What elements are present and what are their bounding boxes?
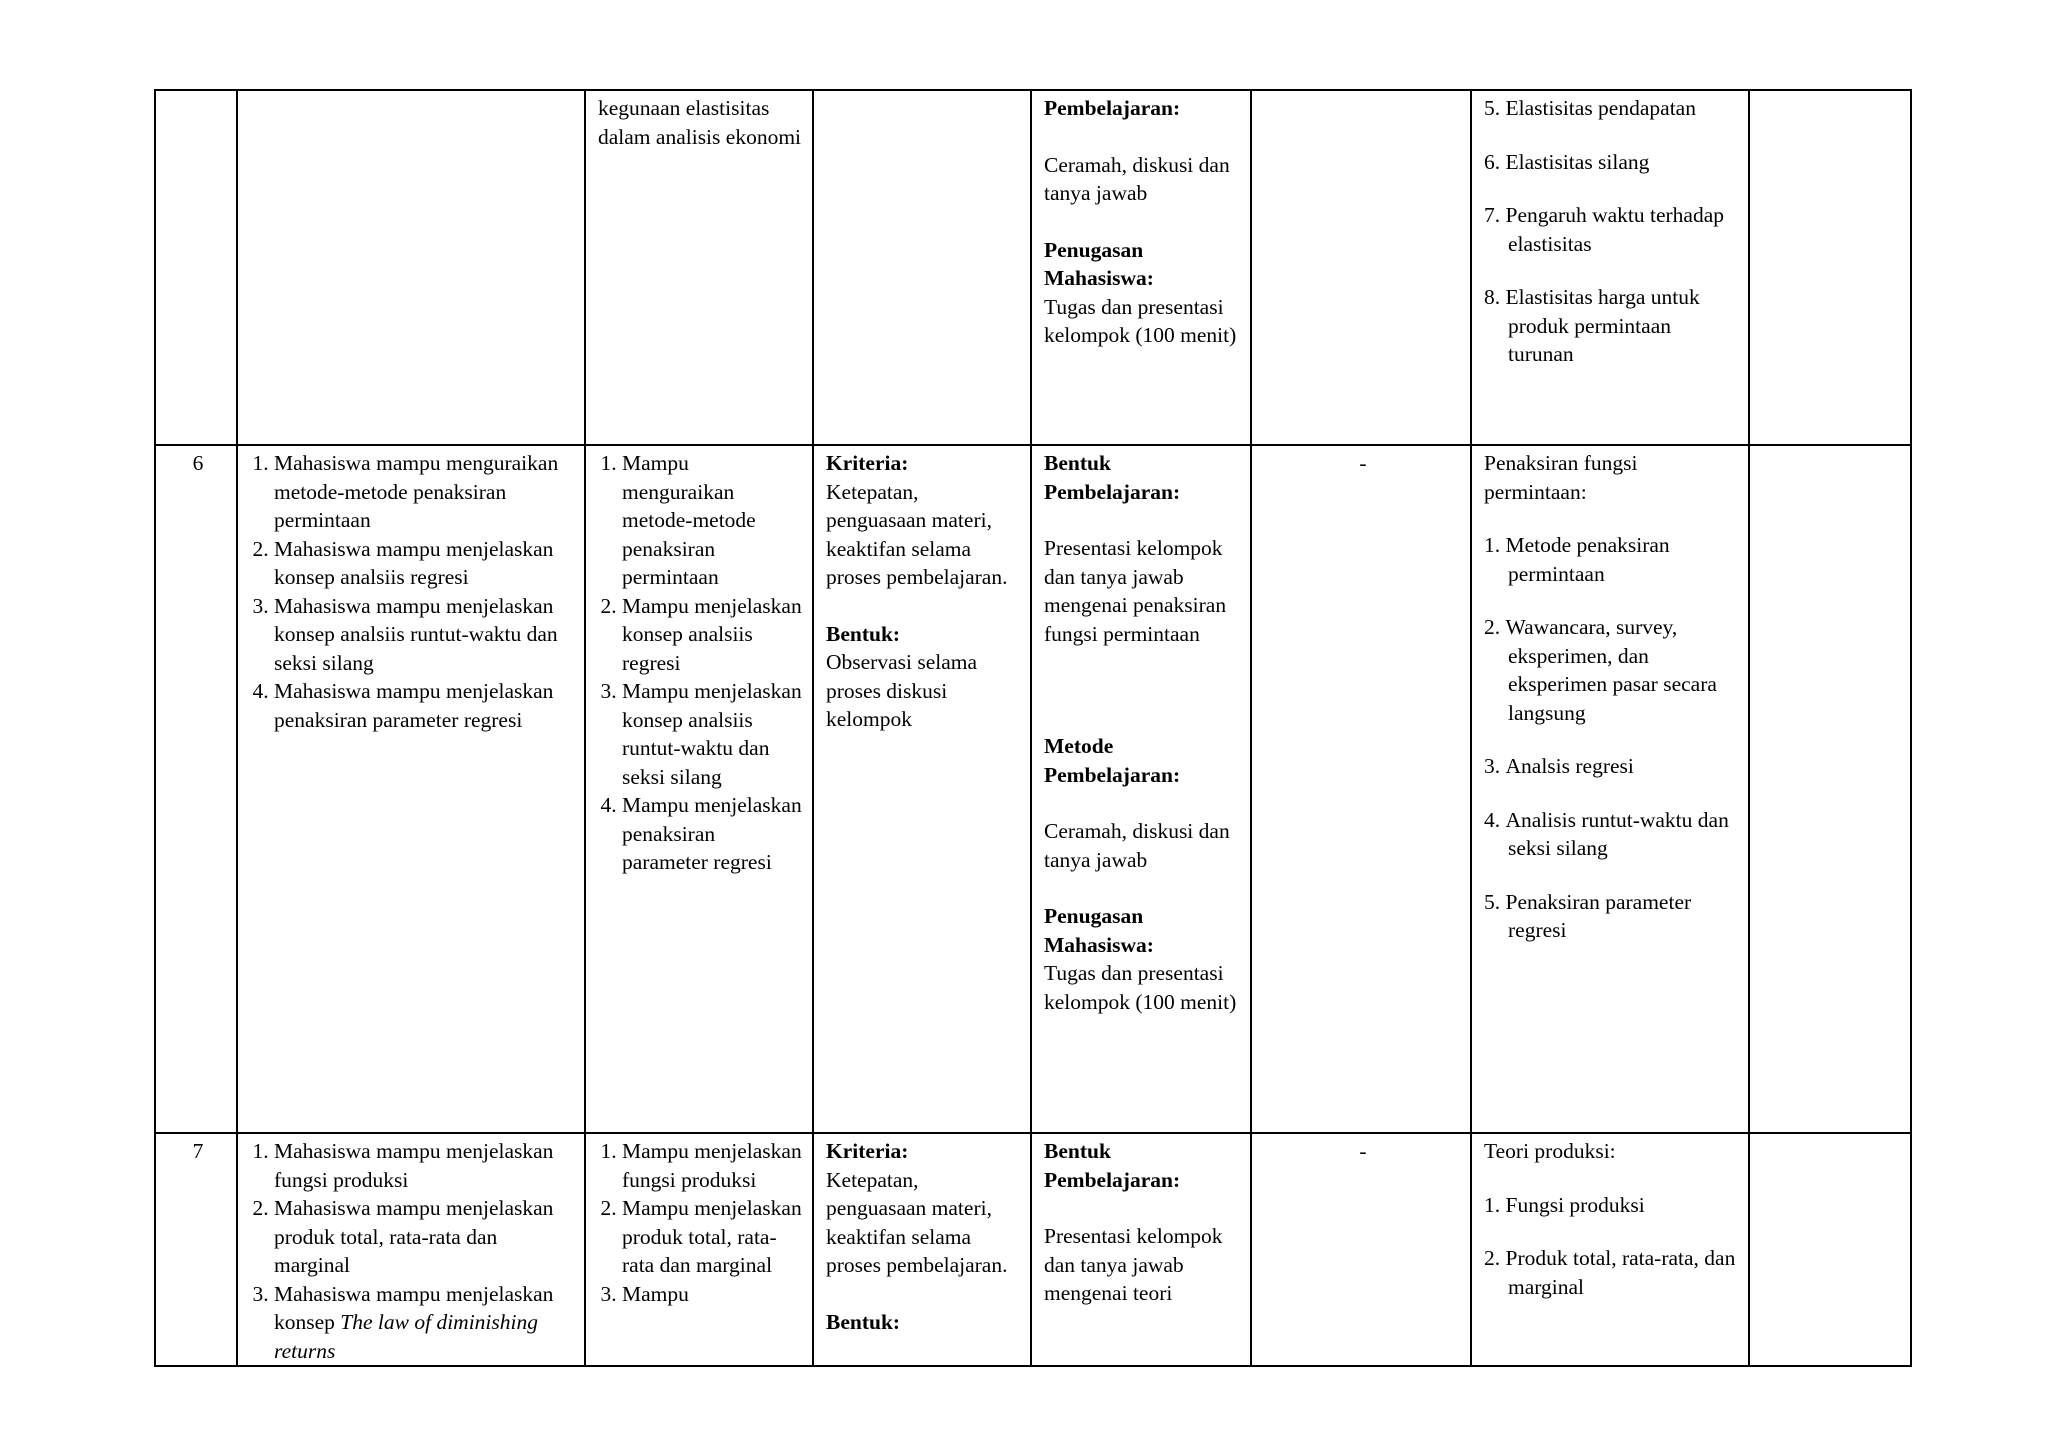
list-item: 8. Elastisitas harga untuk produk permintaan turunan: [1484, 285, 1700, 366]
kriteria-cell: [813, 445, 1031, 1133]
daring-cell: -: [1251, 445, 1471, 1133]
list-item: 6. Elastisitas silang: [1484, 149, 1650, 174]
bentuk-pembelajaran-label: Bentuk Pembelajaran:: [1044, 451, 1181, 504]
sub-cpmk-cell: [237, 90, 585, 445]
materi-cell: [1471, 90, 1749, 445]
table-row: [155, 90, 1911, 445]
metode-text: Ceramah, diskusi dan tanya jawab: [1044, 819, 1230, 872]
kriteria-label: Kriteria:: [826, 1139, 909, 1163]
metode-text: Ceramah, diskusi dan tanya jawab: [1044, 152, 1230, 205]
list-item: 2. Wawancara, survey, eksperimen, dan eksperimen pasar secara langsung: [1484, 615, 1717, 725]
list-item: 2. Mampu menjelaskan produk total, rata-rata dan marginal: [622, 1194, 804, 1280]
list-item: 7. Pengaruh waktu terhadap elastisitas: [1484, 203, 1725, 256]
daring-cell: [1251, 90, 1471, 445]
list-item: 3. Analsis regresi: [1484, 754, 1634, 778]
list-item: 3. Mampu: [622, 1280, 804, 1309]
list-item: 2. Produk total, rata-rata, dan marginal: [1484, 1246, 1736, 1299]
week-cell: 7: [155, 1133, 237, 1366]
list-item: 4. Mahasiswa mampu menjelaskan penaksiran parameter regresi: [274, 677, 576, 734]
list-item: 3. Mahasiswa mampu menjelaskan konsep The law of diminishing returns: [274, 1280, 576, 1366]
kriteria-cell: [813, 90, 1031, 445]
list-item: 2. Mampu menjelaskan konsep analsiis regresi: [622, 592, 804, 678]
materi-intro: Teori produksi:: [1484, 1139, 1616, 1163]
list-item: 1. Mahasiswa mampu menguraikan metode-metode penaksiran permintaan: [274, 449, 576, 535]
indikator-cell: [585, 90, 813, 445]
metode-cell: [1031, 1133, 1251, 1366]
materi-cell: [1471, 1133, 1749, 1366]
list-item: 2. Mahasiswa mampu menjelaskan produk total, rata-rata dan marginal: [274, 1194, 576, 1280]
daring-cell: -: [1251, 1133, 1471, 1366]
bentuk-pembelajaran-text: Presentasi kelompok dan tanya jawab mengenai teori: [1044, 1224, 1223, 1305]
kriteria-text: Ketepatan, penguasaan materi, keaktifan selama proses pembelajaran.: [826, 479, 1008, 589]
week-cell: 6: [155, 445, 237, 1133]
list-item: 3. Mampu menjelaskan konsep analsiis runtut-waktu dan seksi silang: [622, 677, 804, 791]
bentuk-label: Bentuk:: [826, 621, 901, 646]
bentuk-pembelajaran-label: Bentuk Pembelajaran:: [1044, 1139, 1181, 1192]
bobot-cell: [1749, 1133, 1911, 1366]
list-item: 1. Mahasiswa mampu menjelaskan fungsi produksi: [274, 1137, 576, 1194]
list-item: 2. Mahasiswa mampu menjelaskan konsep analsiis regresi: [274, 535, 576, 592]
list-item: 5. Elastisitas pendapatan: [1484, 96, 1696, 120]
kriteria-label: Kriteria:: [826, 451, 909, 475]
list-item: 3. Mahasiswa mampu menjelaskan konsep analsiis runtut-waktu dan seksi silang: [274, 592, 576, 678]
sub-cpmk-cell: [237, 1133, 585, 1366]
penugasan-label: Penugasan Mahasiswa:: [1044, 237, 1154, 290]
metode-label: Pembelajaran:: [1044, 96, 1181, 120]
bentuk-label: Bentuk:: [826, 1309, 901, 1334]
materi-intro: Penaksiran fungsi permintaan:: [1484, 451, 1638, 504]
kriteria-text: Ketepatan, penguasaan materi, keaktifan selama proses pembelajaran.: [826, 1167, 1008, 1277]
list-item: 4. Mampu menjelaskan penaksiran parameter regresi: [622, 791, 804, 877]
list-item: 1. Fungsi produksi: [1484, 1192, 1645, 1217]
metode-label: Metode Pembelajaran:: [1044, 734, 1181, 787]
indikator-cell: [585, 445, 813, 1133]
metode-cell: [1031, 445, 1251, 1133]
bobot-cell: [1749, 445, 1911, 1133]
table-row: [155, 1133, 1911, 1366]
sub-cpmk-cell: [237, 445, 585, 1133]
indikator-cell: [585, 1133, 813, 1366]
list-item: 1. Mampu menjelaskan fungsi produksi: [622, 1137, 804, 1194]
table-row: [155, 445, 1911, 1133]
bentuk-pembelajaran-text: Presentasi kelompok dan tanya jawab mengenai penaksiran fungsi permintaan: [1044, 536, 1227, 646]
penugasan-label: Penugasan Mahasiswa:: [1044, 904, 1154, 957]
list-item: 1. Mampu menguraikan metode-metode penaksiran permintaan: [622, 449, 804, 592]
penugasan-text: Tugas dan presentasi kelompok (100 menit): [1044, 294, 1237, 347]
bobot-cell: [1749, 90, 1911, 445]
list-item: 5. Penaksiran parameter regresi: [1484, 889, 1692, 942]
week-cell: [155, 90, 237, 445]
metode-cell: [1031, 90, 1251, 445]
materi-cell: [1471, 445, 1749, 1133]
list-item: 4. Analisis runtut-waktu dan seksi silang: [1484, 807, 1729, 860]
indikator-text: kegunaan elastisitas dalam analisis ekonomi: [598, 96, 802, 149]
bentuk-text: Observasi selama proses diskusi kelompok: [826, 650, 978, 731]
penugasan-text: Tugas dan presentasi kelompok (100 menit): [1044, 961, 1237, 1014]
kriteria-cell: [813, 1133, 1031, 1366]
rps-table: [154, 89, 1912, 1367]
list-item: 1. Metode penaksiran permintaan: [1484, 533, 1670, 586]
